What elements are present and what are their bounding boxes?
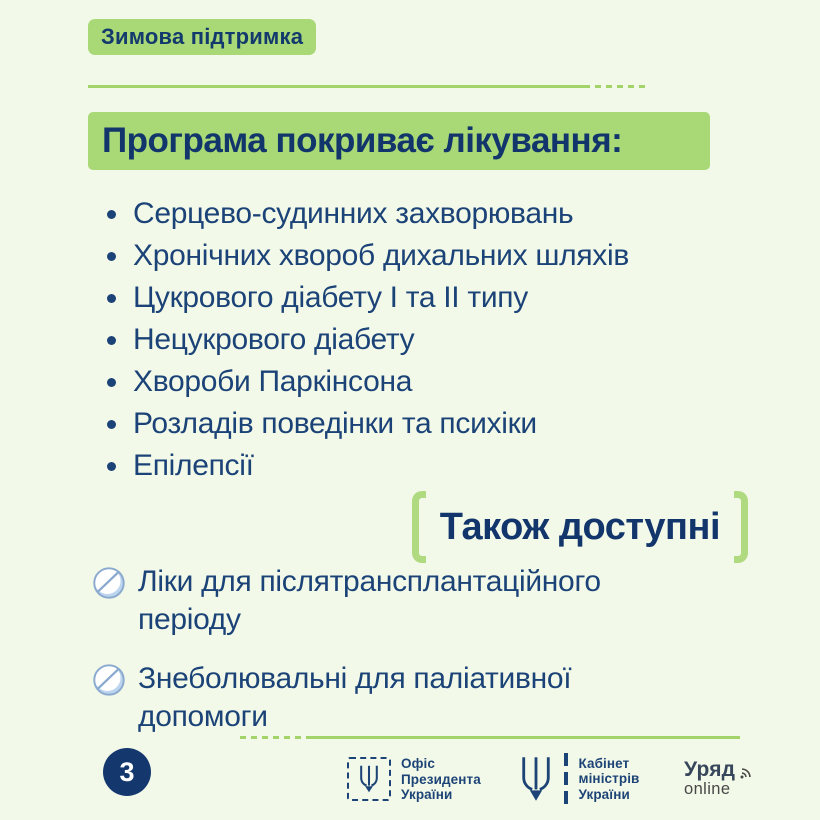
top-divider: [88, 85, 648, 88]
president-office-stamp-icon: [347, 757, 391, 801]
bracket-left-icon: [412, 491, 426, 563]
bullet-icon: [107, 294, 116, 303]
logo-text-line: Офіс: [401, 756, 435, 771]
footer-divider: [240, 736, 740, 739]
logo-text-line: міністрів: [578, 771, 640, 787]
also-available-list: [90, 563, 710, 757]
president-office-logo: [347, 756, 481, 803]
divider-dashed-segment: [240, 736, 306, 739]
list-item-label: Цукрового діабету І та ІІ типу: [133, 281, 528, 314]
bullet-icon: [107, 462, 116, 471]
list-item: [104, 445, 744, 487]
also-item-label: Ліки для післятрансплантаційного періоду: [138, 565, 601, 636]
uryad-title: Уряд: [684, 758, 736, 781]
list-item-label: Розладів поведінки та психіки: [133, 407, 537, 440]
also-item-label: Знеболювальні для паліативної допомоги: [138, 662, 572, 733]
logo-separator: [564, 753, 568, 805]
logo-text-line: України: [578, 786, 630, 802]
list-item: [104, 403, 744, 445]
bracket-right-icon: [734, 491, 748, 563]
logo-text-line: Президента: [401, 771, 481, 787]
also-item: [90, 563, 710, 639]
divider-solid-segment: [88, 85, 584, 88]
uryad-title-row: [684, 760, 754, 780]
bullet-icon: [107, 252, 116, 261]
list-item-label: Хвороби Паркінсона: [133, 365, 413, 398]
cabinet-ministers-label: [579, 756, 640, 803]
bullet-icon: [107, 336, 116, 345]
pill-icon: [90, 564, 128, 602]
list-item-label: Епілепсії: [133, 449, 254, 482]
also-available-heading: [412, 490, 748, 564]
signal-icon: [739, 765, 754, 780]
also-available-title: Також доступні: [439, 505, 720, 548]
logo-text-line: України: [401, 787, 453, 802]
list-item: [104, 361, 744, 403]
also-item: [90, 660, 710, 736]
bullet-icon: [107, 210, 116, 219]
bullet-icon: [107, 420, 116, 429]
logo-text-line: Кабінет: [578, 755, 630, 771]
list-item-label: Нецукрового діабету: [133, 323, 415, 356]
list-item-label: Серцево-судинних захворювань: [133, 197, 574, 230]
list-item: [104, 235, 744, 277]
list-item: [104, 319, 744, 361]
president-office-label: [401, 756, 481, 803]
page-title: Програма покриває лікування:: [102, 121, 623, 160]
divider-solid-segment: [306, 736, 740, 739]
uryad-online-logo: [684, 760, 754, 799]
divider-dashed-segment: [584, 85, 648, 88]
trident-icon: [519, 752, 553, 806]
covered-treatments-list: [104, 193, 744, 487]
cabinet-ministers-logo: [519, 752, 639, 806]
page-number-badge: 3: [103, 748, 151, 796]
pill-icon: [90, 661, 128, 699]
bullet-icon: [107, 378, 116, 387]
topic-badge: Зимова підтримка: [88, 19, 316, 55]
uryad-subtitle: online: [684, 780, 731, 798]
list-item: [104, 193, 744, 235]
trident-icon: [358, 764, 380, 794]
section-header: [88, 112, 710, 170]
list-item-label: Хронічних хвороб дихальних шляхів: [133, 239, 629, 272]
list-item: [104, 277, 744, 319]
